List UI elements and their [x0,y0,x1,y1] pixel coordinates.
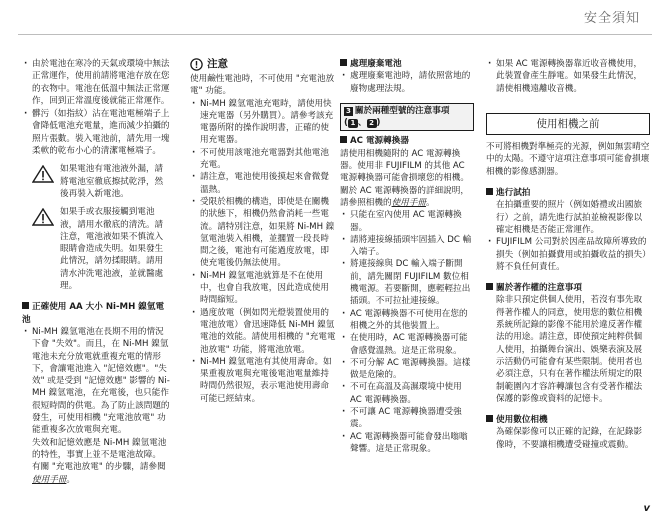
square-bullet-icon [486,415,493,422]
models-note-heading: 3 關於兩種型號的注意事項 ( 1 、 2 ) [340,103,474,132]
before-use-title: 使用相機之前 [486,113,650,135]
nimh-list [22,326,171,437]
list-item: · Ni-MH 鎳氫電池就算是不在使用中，也會自我放電，因此造成使用時間縮短。 [190,270,336,307]
list-item: · Ni-MH 鎳氫電池在長期不用的情況下會 "失效"。而且，在 Ni-MH 鎳氫電池未充分放電就重複充電的情形下，會讓電池進入 "記憶效應"。"失效" 或是受到 "記憶效應" 影響的 Ni-MH 鎳氫電池，在充電後，也只能作很短時間的供電。為了防止該問題的發生，可使用相機 "充電池放電" 功能重複多次放電與充電。 [22,326,171,437]
header-divider [18,34,652,35]
model-badge-2: 2 [367,119,377,128]
section-heading: 進行試拍 [486,187,650,199]
note-heading: 注意 [190,58,336,71]
column-2 [190,58,336,405]
list-item: · 受限於相機的構造，即使是在關機的狀態下，相機仍然會消耗一些電流。請特別注意，如果將 Ni-MH 鎳氫電池裝入相機，並擱置一段長時間之後，電池有可能過度放電，即使充電後仍無法使用。 [190,196,336,270]
list-item: · 請將連接線插頭牢固插入 DC 輸入端子。 [340,234,474,259]
warning-text: 如果手或衣服接觸到電池液，請用水徹底的清洗。請注意，電池液如果不慎流入眼睛會造成失明。如果發生此情況，請勿揉眼睛。請用清水沖洗電池液，並就醫處理。 [60,207,164,292]
ac-adapter-list-continued [486,58,650,95]
warning-block [22,206,171,292]
list-item: · 由於電池在寒冷的天氣或環境中無法正常運作，使用前請將電池存放在您的衣物中。電池在低溫中無法正常運作，回到正常溫度後就能正常運作。 [22,58,171,107]
warning-triangle-icon [32,208,54,226]
list-item: · 將連接線與 DC 輸入端子斷開前，請先關閉 FUJIFILM 數位相機電源。若要斷開，應輕輕拉出插頭。不可拉扯連接線。 [340,258,474,307]
list-item: · 不可分解 AC 電源轉換器。這樣做是危險的。 [340,357,474,382]
list-item: · FUJIFILM 公司對於因產品故障所導致的損失（例如拍攝費用或拍攝收益的損失）將不負任何責任。 [486,236,650,273]
list-item: · Ni-MH 鎳氫電池充電時，請使用快速充電器（另外購買）。請參考該充電器所附的操作說明書，正確的使用充電器。 [190,98,336,147]
note-list [190,98,336,405]
paragraph: 有關 "充電池放電" 的步驟，請參閱使用手冊。 [32,462,166,485]
model-badge-1: 1 [348,119,358,128]
paragraph: 為確保影像可以正確的記錄，在記錄影像時，不要讓相機遭受碰撞或震動。 [496,427,643,450]
note-intro: 使用鹼性電池時，不可使用 "充電池放電" 功能。 [190,74,335,97]
warning-block [22,163,171,200]
warning-triangle-icon [32,165,54,183]
column-3 [340,58,474,455]
section-heading: 處理廢棄電池 [340,58,474,70]
section-heading: 正確使用 AA 大小 Ni-MH 鎳氫電池 [22,302,165,325]
paragraph: 不可將相機對準極亮的光源，例如無雲晴空中的太陽。不遵守這項注意事項可能會損壞相機的影像感測器。 [486,142,650,177]
list-item: · 不可使用該電池充電器對其他電池充電。 [190,147,336,172]
square-bullet-icon [486,188,493,195]
list-item: · 處理廢棄電池時，請依照當地的廢物處理法規。 [340,70,474,95]
list-item: · AC 電源轉換器可能會發出嗡嗡聲響。這是正常現象。 [340,431,474,456]
list-item: · 不可在高溫及高濕環境中使用 AC 電源轉換器。 [340,381,474,406]
paragraph: 除非只預定供個人使用，若沒有事先取得著作權人的同意，使用您的數位相機系統所記錄的影像不能用於違反著作權法的用途。請注意，即使預定純粹供個人使用，拍攝舞台演出、娛樂表演及展示活動仍可能會有某些限制。使用者也必須注意，只有在著作權法所規定的限制範圍內才容許轉讓包含有受著作權法保護的影像或資料的記憶卡。 [496,295,643,404]
square-bullet-icon [340,59,347,66]
paragraph: 在拍攝重要的照片（例如婚禮或出國旅行）之前，請先進行試拍並檢視影像以確定相機是否能正常運作。 [496,200,643,235]
manual-reference-link: 使用手冊 [391,197,426,208]
square-bullet-icon [340,136,347,143]
list-item: · Ni-MH 鎳氫電池有其使用壽命。如果重複放電與充電後電池電量維持時間仍然很短，表示電池使用壽命可能已經結束。 [190,356,336,405]
list-item: · 只能在室內使用 AC 電源轉換器。 [340,209,474,234]
list-item: · 如果 AC 電源轉換器靠近收音機使用，此裝置會產生靜電。如果發生此情況，請使相機遠離收音機。 [486,58,650,95]
paragraph: 請使用相機隨附的 AC 電源轉換器。使用非 FUJIFILM 的其他 AC 電源轉換器可能會損壞您的相機。關於 AC 電源轉換器的詳細說明，請參照相機的使用手冊。 [340,148,469,208]
list-item: · 過度放電（例如閃光燈裝置使用的電池放電）會迅速降低 Ni-MH 鎳氫電池的效能。請使用相機的 "充電電池放電" 功能，將電池放電。 [190,307,336,356]
dispose-list [340,70,474,95]
page-header-title: 安全須知 [583,11,640,26]
list-item: · 在使用時，AC 電源轉換器可能會感覺溫熱。這是正常現象。 [340,332,474,357]
section-heading: 使用數位相機 [486,414,650,426]
page-number: v [643,502,650,514]
ac-adapter-list [340,209,474,455]
column-1 [22,58,171,486]
model-icon: 3 [346,106,351,115]
caution-circle-icon [190,58,203,71]
square-bullet-icon [22,302,29,309]
square-bullet-icon [486,283,493,290]
section-heading: AC 電源轉換器 [340,135,474,147]
list-item: · AC 電源轉換器不可使用在您的相機之外的其他裝置上。 [340,308,474,333]
column-4 [486,58,650,451]
test-list [486,236,650,273]
section-heading: 關於著作權的注意事項 [486,282,650,294]
battery-tips-list [22,58,171,157]
paragraph: 失效和記憶效應是 Ni-MH 鎳氫電池的特性，事實上並不是電池故障。 [32,437,167,460]
list-item: · 不可讓 AC 電源轉換器遭受強震。 [340,406,474,431]
list-item: · 請注意，電池使用後摸起來會微覺溫熱。 [190,171,336,196]
warning-text: 如果電池有電池液外漏，請將電池室徹底擦拭乾淨，然後再裝入新電池。 [60,164,164,199]
list-item: · 髒污（如指紋）沾在電池電極端子上會降低電池充電量，進而減少拍攝的照片張數。裝入電池前，請先用一塊柔軟的乾布小心的清潔電極端子。 [22,108,171,157]
manual-reference-link: 使用手冊 [32,474,67,485]
